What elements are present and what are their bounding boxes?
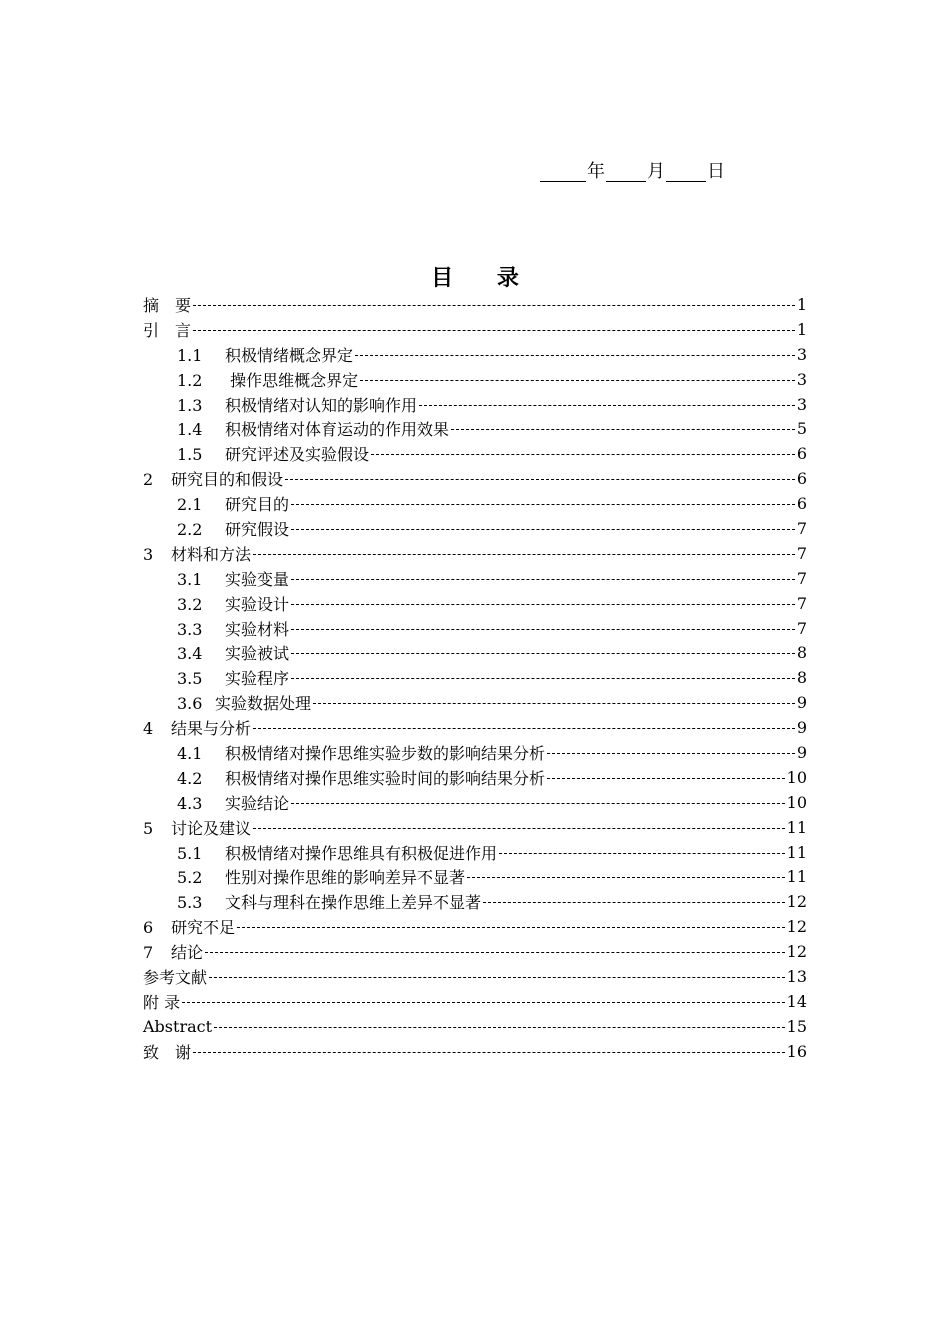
toc-entry[interactable] bbox=[143, 939, 807, 964]
toc-entry[interactable] bbox=[143, 690, 807, 715]
toc-entry-number: 2.1 bbox=[177, 495, 203, 515]
toc-entry-label bbox=[143, 716, 251, 739]
toc-entry-text: 积极情绪对操作思维实验时间的影响结果分析 bbox=[225, 768, 546, 788]
toc-entry[interactable] bbox=[143, 790, 807, 815]
toc-entry[interactable] bbox=[143, 591, 807, 616]
toc-entry[interactable] bbox=[143, 466, 807, 491]
toc-entry-number: 1.4 bbox=[177, 420, 203, 440]
toc-entry-page: 6 bbox=[796, 469, 807, 489]
toc-leader-dashes bbox=[182, 1002, 785, 1003]
toc-entry[interactable] bbox=[143, 367, 807, 392]
toc-entry[interactable] bbox=[143, 342, 807, 367]
toc-entry-text: 实验数据处理 bbox=[215, 694, 312, 714]
toc-entry-page: 12 bbox=[786, 917, 807, 937]
toc-entry-page: 7 bbox=[796, 543, 807, 563]
toc-leader-dashes bbox=[291, 529, 795, 530]
toc-entry-text: 实验变量 bbox=[225, 569, 290, 589]
toc-entry[interactable] bbox=[143, 964, 807, 989]
toc-entry-label bbox=[177, 592, 289, 615]
toc-leader-dashes bbox=[193, 330, 795, 331]
year-blank bbox=[540, 161, 586, 182]
toc-entry-label bbox=[143, 1017, 212, 1036]
toc-entry-page: 9 bbox=[796, 718, 807, 738]
toc-entry-text: 附 录 bbox=[143, 992, 181, 1012]
toc-entry-text: 积极情绪对操作思维具有积极促进作用 bbox=[225, 843, 498, 863]
toc-entry-text: 实验程序 bbox=[225, 669, 290, 689]
toc-entry-number: 3.4 bbox=[177, 644, 203, 664]
toc-entry-number: 3.2 bbox=[177, 594, 203, 614]
toc-leader-dashes bbox=[467, 877, 785, 878]
toc-entry-number: 7 bbox=[143, 943, 154, 963]
toc-entry-label bbox=[143, 1040, 191, 1063]
toc-entry-label bbox=[177, 666, 289, 689]
toc-entry-page: 9 bbox=[796, 742, 807, 762]
toc-entry-page: 3 bbox=[796, 369, 807, 389]
toc-entry-page: 12 bbox=[786, 892, 807, 912]
toc-entry-text: 研究评述及实验假设 bbox=[225, 445, 370, 465]
toc-entry-label bbox=[177, 890, 481, 913]
toc-entry-page: 11 bbox=[786, 842, 807, 862]
toc-entry-number: 4.1 bbox=[177, 743, 203, 763]
toc-entry-page: 7 bbox=[796, 593, 807, 613]
toc-leader-dashes bbox=[291, 579, 795, 580]
toc-entry-label bbox=[177, 368, 358, 391]
toc-entry-text: 积极情绪概念界定 bbox=[225, 345, 354, 365]
toc-leader-dashes bbox=[209, 977, 785, 978]
date-line bbox=[540, 160, 726, 184]
toc-entry-text: 参考文献 bbox=[143, 967, 208, 987]
toc-entry-number: 3.6 bbox=[177, 694, 203, 714]
toc-entry-number: 5.1 bbox=[177, 843, 203, 863]
toc-entry[interactable] bbox=[143, 815, 807, 840]
toc-entry-text: 实验结论 bbox=[225, 793, 290, 813]
toc-entry-page: 8 bbox=[796, 643, 807, 663]
toc-entry-text: 结果与分析 bbox=[171, 719, 252, 739]
toc-entry-label bbox=[177, 492, 289, 515]
toc-entry-text: 操作思维概念界定 bbox=[225, 370, 359, 390]
toc-leader-dashes bbox=[291, 629, 795, 630]
toc-entry-page: 16 bbox=[786, 1041, 807, 1061]
toc-entry-text: 材料和方法 bbox=[171, 544, 252, 564]
toc-entry[interactable] bbox=[143, 914, 807, 939]
toc-entry[interactable] bbox=[143, 1039, 807, 1064]
toc-entry-label bbox=[177, 641, 289, 664]
table-of-contents bbox=[143, 292, 807, 1064]
toc-entry-page: 5 bbox=[796, 419, 807, 439]
toc-entry[interactable] bbox=[143, 441, 807, 466]
toc-entry-text: 摘 要 bbox=[143, 295, 192, 315]
toc-leader-dashes bbox=[214, 1027, 785, 1028]
toc-leader-dashes bbox=[193, 305, 795, 306]
toc-entry-page: 13 bbox=[786, 966, 807, 986]
toc-leader-dashes bbox=[237, 927, 785, 928]
toc-entry-label bbox=[177, 691, 311, 714]
toc-entry-number: 1.2 bbox=[177, 370, 203, 390]
toc-entry-label bbox=[177, 841, 497, 864]
toc-leader-dashes bbox=[451, 429, 795, 430]
toc-entry-label bbox=[143, 990, 180, 1013]
toc-entry-page: 1 bbox=[796, 294, 807, 314]
toc-entry-number: 1.5 bbox=[177, 445, 203, 465]
toc-entry-text: 致 谢 bbox=[143, 1042, 192, 1062]
toc-entry-text: 结论 bbox=[171, 943, 204, 963]
toc-entry-number: 1.1 bbox=[177, 345, 203, 365]
toc-entry-number: 5 bbox=[143, 818, 154, 838]
toc-entry-page: 10 bbox=[786, 767, 807, 787]
toc-entry-text: 积极情绪对认知的影响作用 bbox=[225, 395, 418, 415]
toc-entry-label bbox=[177, 567, 289, 590]
toc-leader-dashes bbox=[371, 454, 795, 455]
toc-entry-text: 实验材料 bbox=[225, 619, 290, 639]
day-char: 日 bbox=[707, 161, 725, 182]
toc-entry[interactable] bbox=[143, 840, 807, 865]
toc-entry-text: 实验设计 bbox=[225, 594, 290, 614]
toc-entry[interactable] bbox=[143, 989, 807, 1014]
toc-entry-page: 7 bbox=[796, 618, 807, 638]
toc-entry-page: 15 bbox=[786, 1016, 807, 1036]
toc-leader-dashes bbox=[253, 728, 795, 729]
toc-entry-number: 3.5 bbox=[177, 669, 203, 689]
toc-entry-text: 性别对操作思维的影响差异不显著 bbox=[225, 868, 466, 888]
toc-entry-text: 积极情绪对体育运动的作用效果 bbox=[225, 420, 450, 440]
toc-entry-label bbox=[143, 965, 207, 988]
toc-leader-dashes bbox=[291, 504, 795, 505]
toc-entry-number: 3 bbox=[143, 544, 154, 564]
toc-entry-text: 实验被试 bbox=[225, 644, 290, 664]
year-char: 年 bbox=[587, 161, 605, 182]
toc-leader-dashes bbox=[499, 853, 785, 854]
toc-entry[interactable] bbox=[143, 516, 807, 541]
toc-entry-text: 文科与理科在操作思维上差异不显著 bbox=[225, 893, 482, 913]
toc-entry[interactable] bbox=[143, 889, 807, 914]
toc-entry-text: 研究目的和假设 bbox=[171, 470, 284, 490]
toc-entry-page: 7 bbox=[796, 518, 807, 538]
toc-leader-dashes bbox=[291, 604, 795, 605]
toc-leader-dashes bbox=[313, 703, 795, 704]
toc-entry[interactable] bbox=[143, 640, 807, 665]
toc-entry-text: 引 言 bbox=[143, 320, 192, 340]
toc-entry-page: 1 bbox=[796, 319, 807, 339]
toc-leader-dashes bbox=[253, 828, 785, 829]
toc-leader-dashes bbox=[253, 554, 795, 555]
toc-entry-number: 4.2 bbox=[177, 768, 203, 788]
toc-entry-page: 3 bbox=[796, 344, 807, 364]
toc-entry-page: 6 bbox=[796, 494, 807, 514]
toc-entry[interactable] bbox=[143, 491, 807, 516]
toc-entry[interactable] bbox=[143, 416, 807, 441]
toc-entry-label bbox=[143, 816, 251, 839]
toc-leader-dashes bbox=[547, 778, 785, 779]
toc-entry-label bbox=[143, 542, 251, 565]
toc-entry-number: 3.3 bbox=[177, 619, 203, 639]
month-blank bbox=[606, 161, 646, 182]
toc-leader-dashes bbox=[547, 753, 795, 754]
toc-entry-page: 11 bbox=[786, 817, 807, 837]
toc-entry-text: 积极情绪对操作思维实验步数的影响结果分析 bbox=[225, 743, 546, 763]
toc-entry-page: 14 bbox=[786, 991, 807, 1011]
toc-entry[interactable] bbox=[143, 740, 807, 765]
day-blank bbox=[666, 161, 706, 182]
toc-leader-dashes bbox=[355, 355, 795, 356]
toc-entry[interactable] bbox=[143, 1014, 807, 1039]
toc-entry-label bbox=[177, 442, 369, 465]
toc-entry-number: 4.3 bbox=[177, 793, 203, 813]
toc-entry-number: 2.2 bbox=[177, 519, 203, 539]
toc-entry-page: 7 bbox=[796, 568, 807, 588]
toc-leader-dashes bbox=[360, 380, 795, 381]
toc-entry-label bbox=[143, 915, 235, 938]
toc-leader-dashes bbox=[483, 902, 785, 903]
toc-entry-number: 5.3 bbox=[177, 893, 203, 913]
toc-leader-dashes bbox=[291, 678, 795, 679]
toc-entry-label bbox=[177, 343, 353, 366]
toc-entry-label bbox=[177, 393, 417, 416]
toc-entry[interactable] bbox=[143, 566, 807, 591]
toc-entry[interactable] bbox=[143, 392, 807, 417]
toc-leader-dashes bbox=[193, 1052, 785, 1053]
toc-entry-number: 4 bbox=[143, 719, 154, 739]
toc-entry-number: 2 bbox=[143, 470, 154, 490]
toc-entry[interactable] bbox=[143, 665, 807, 690]
toc-entry-page: 3 bbox=[796, 394, 807, 414]
toc-entry-text: 研究目的 bbox=[225, 495, 290, 515]
toc-entry-number: 3.1 bbox=[177, 569, 203, 589]
toc-entry-text: 研究假设 bbox=[225, 519, 290, 539]
toc-entry-text: 讨论及建议 bbox=[171, 818, 252, 838]
toc-entry-text: 研究不足 bbox=[171, 918, 236, 938]
month-char: 月 bbox=[647, 161, 665, 182]
toc-entry-page: 9 bbox=[796, 693, 807, 713]
toc-leader-dashes bbox=[419, 405, 795, 406]
toc-entry-label bbox=[143, 940, 203, 963]
toc-entry-page: 12 bbox=[786, 942, 807, 962]
toc-entry-label bbox=[143, 293, 191, 316]
toc-entry[interactable] bbox=[143, 317, 807, 342]
toc-entry-page: 10 bbox=[786, 792, 807, 812]
toc-entry-label bbox=[177, 617, 289, 640]
toc-entry-label bbox=[177, 766, 545, 789]
toc-entry-label bbox=[143, 318, 191, 341]
toc-entry-number: 5.2 bbox=[177, 868, 203, 888]
toc-leader-dashes bbox=[205, 952, 785, 953]
toc-entry[interactable] bbox=[143, 715, 807, 740]
toc-leader-dashes bbox=[285, 479, 795, 480]
toc-entry-page: 11 bbox=[786, 867, 807, 887]
toc-entry-label bbox=[143, 467, 283, 490]
toc-entry-text: Abstract bbox=[143, 1016, 213, 1036]
toc-leader-dashes bbox=[291, 803, 785, 804]
toc-entry[interactable] bbox=[143, 292, 807, 317]
toc-leader-dashes bbox=[291, 653, 795, 654]
toc-entry-number: 1.3 bbox=[177, 395, 203, 415]
toc-title: 目 录 bbox=[431, 266, 537, 291]
toc-entry-page: 8 bbox=[796, 668, 807, 688]
toc-entry-label bbox=[177, 865, 465, 888]
toc-entry-label bbox=[177, 417, 449, 440]
toc-entry-page: 6 bbox=[796, 444, 807, 464]
toc-entry-label bbox=[177, 791, 289, 814]
toc-entry[interactable] bbox=[143, 541, 807, 566]
toc-entry[interactable] bbox=[143, 864, 807, 889]
toc-entry-label bbox=[177, 517, 289, 540]
toc-entry[interactable] bbox=[143, 616, 807, 641]
toc-entry-label bbox=[177, 741, 545, 764]
toc-entry-number: 6 bbox=[143, 918, 154, 938]
toc-entry[interactable] bbox=[143, 765, 807, 790]
